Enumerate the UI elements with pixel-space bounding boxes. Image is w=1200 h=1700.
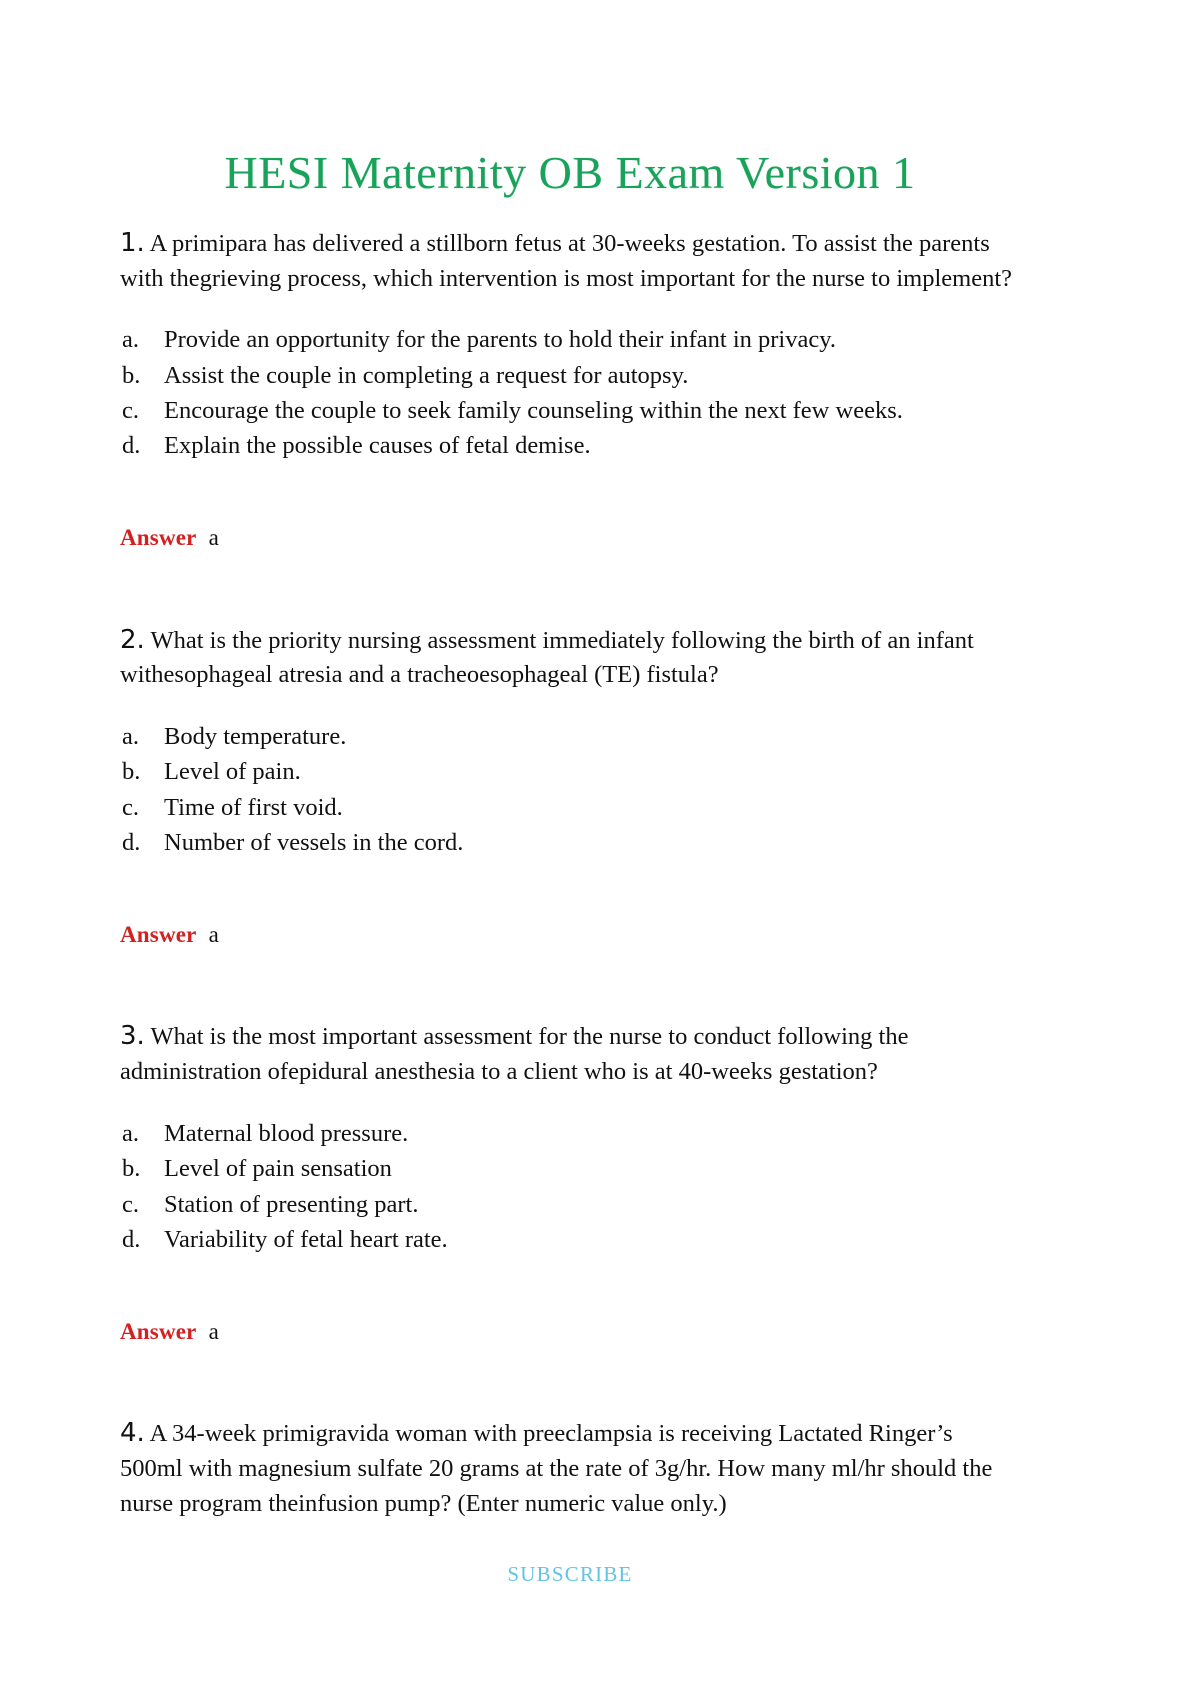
option-text: Level of pain. (164, 758, 301, 786)
question-text-2 (120, 622, 1020, 694)
answer-line-2 (120, 919, 1020, 951)
answer-line-1 (120, 522, 1020, 554)
option-item[interactable] (120, 428, 1020, 463)
option-text: Provide an opportunity for the parents to hold their infant in privacy. (164, 326, 837, 354)
option-item[interactable] (120, 1151, 1020, 1186)
option-letter: d. (122, 1225, 141, 1253)
option-item[interactable] (120, 358, 1020, 393)
question-block-4 (120, 1415, 1020, 1521)
option-text: Body temperature. (164, 723, 347, 751)
option-item[interactable] (120, 1116, 1020, 1151)
spacer (120, 693, 1020, 719)
option-letter: d. (122, 432, 141, 460)
question-number-1: 1. (120, 227, 145, 258)
subscribe-link[interactable]: SUBSCRIBE (507, 1561, 633, 1586)
option-text: Time of first void. (164, 793, 343, 821)
option-letter: d. (122, 829, 141, 857)
option-item[interactable] (120, 1222, 1020, 1257)
option-text: Variability of fetal heart rate. (164, 1225, 448, 1253)
option-letter: a. (122, 723, 139, 751)
answer-value: a (208, 525, 219, 551)
spacer (120, 1257, 1020, 1293)
question-number-2: 2. (120, 624, 145, 655)
option-text: Encourage the couple to seek family counseling within the next few weeks. (164, 396, 903, 424)
spacer (120, 974, 1020, 1018)
option-text: Maternal blood pressure. (164, 1120, 409, 1148)
spacer (120, 1371, 1020, 1415)
option-item[interactable] (120, 719, 1020, 754)
option-letter: c. (122, 793, 139, 821)
question-body-1: A primipara has delivered a stillborn fetus at 30-weeks gestation. To assist the parents with thegrieving process, which intervention is most important for the nurse to implement? (120, 229, 1013, 292)
question-text-1 (120, 225, 1020, 297)
question-block-1 (120, 225, 1020, 555)
subscribe-container (120, 1562, 1020, 1587)
option-item[interactable] (120, 790, 1020, 825)
question-number-3: 3. (120, 1021, 145, 1052)
option-letter: c. (122, 1190, 139, 1218)
option-letter: c. (122, 396, 139, 424)
option-item[interactable] (120, 393, 1020, 428)
option-letter: b. (122, 1155, 141, 1183)
options-list-2 (120, 719, 1020, 860)
answer-label: Answer (120, 922, 197, 948)
spacer (120, 578, 1020, 622)
option-text: Station of presenting part. (164, 1190, 419, 1218)
question-body-2: What is the priority nursing assessment immediately following the birth of an infant withesophageal atresia and a tracheoesophageal (TE) fistula? (120, 626, 974, 689)
spacer (120, 860, 1020, 896)
question-body-4: A 34-week primigravida woman with preeclampsia is receiving Lactated Ringer’s 500ml with magnesium sulfate 20 grams at the rate of 3g/hr. How many ml/hr should the nurse program theinfusion pump? (Enter numeric value only.) (120, 1420, 993, 1518)
answer-value: a (208, 922, 219, 948)
question-text-4 (120, 1415, 1020, 1521)
option-item[interactable] (120, 322, 1020, 357)
spacer (120, 1090, 1020, 1116)
answer-value: a (208, 1319, 219, 1345)
question-body-3: What is the most important assessment for the nurse to conduct following the administration ofepidural anesthesia to a client who is at 40-weeks gestation? (120, 1023, 909, 1086)
spacer (120, 463, 1020, 499)
spacer (120, 296, 1020, 322)
option-text: Explain the possible causes of fetal demise. (164, 432, 591, 460)
answer-label: Answer (120, 1319, 197, 1345)
option-letter: b. (122, 361, 141, 389)
option-text: Assist the couple in completing a request for autopsy. (164, 361, 689, 389)
option-item[interactable] (120, 754, 1020, 789)
option-letter: a. (122, 1120, 139, 1148)
answer-label: Answer (120, 525, 197, 551)
option-text: Number of vessels in the cord. (164, 829, 464, 857)
document-content (120, 0, 1020, 1587)
option-item[interactable] (120, 825, 1020, 860)
question-block-2 (120, 622, 1020, 952)
option-letter: b. (122, 758, 141, 786)
page-title: HESI Maternity OB Exam Version 1 (224, 147, 916, 198)
options-list-1 (120, 322, 1020, 463)
option-letter: a. (122, 326, 139, 354)
question-text-3 (120, 1018, 1020, 1090)
question-block-3 (120, 1018, 1020, 1348)
option-item[interactable] (120, 1187, 1020, 1222)
options-list-3 (120, 1116, 1020, 1257)
spacer (120, 199, 1020, 225)
option-text: Level of pain sensation (164, 1155, 392, 1183)
answer-line-3 (120, 1316, 1020, 1348)
question-number-4: 4. (120, 1418, 145, 1449)
